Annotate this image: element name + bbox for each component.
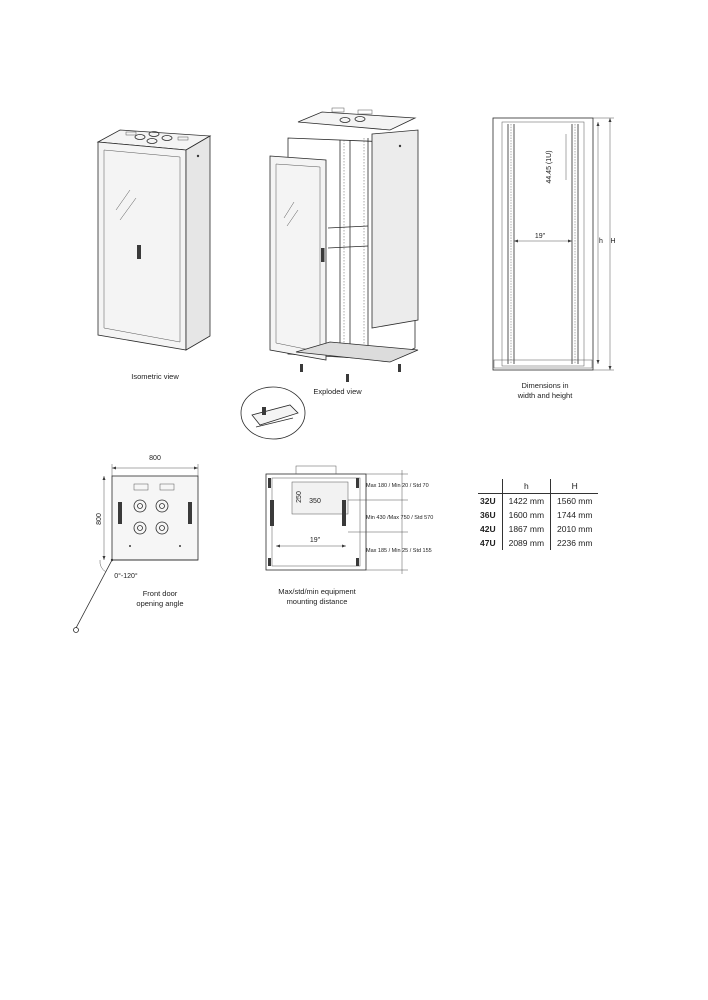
table-cell-h: 1600 mm bbox=[502, 508, 550, 522]
plan-depth-label: 800 bbox=[96, 513, 103, 525]
mounting-dim-19: 19" bbox=[309, 537, 321, 544]
exploded-view-drawing bbox=[240, 98, 440, 388]
mounting-caption-line2: mounting distance bbox=[286, 597, 348, 606]
front-door-caption-line1: Front door bbox=[142, 589, 178, 598]
mounting-caption-line1: Max/std/min equipment bbox=[278, 587, 356, 596]
table-cell-size: 36U bbox=[478, 508, 502, 522]
table-row bbox=[478, 494, 598, 509]
table-header-row bbox=[478, 479, 598, 494]
dimensions-caption-line2: width and height bbox=[517, 391, 573, 400]
table-cell-size: 42U bbox=[478, 522, 502, 536]
table-cell-H: 2236 mm bbox=[557, 538, 593, 548]
front-door-caption-line2: opening angle bbox=[136, 599, 184, 608]
mounting-dim-350: 350 bbox=[309, 498, 321, 505]
plan-view-drawing bbox=[70, 462, 220, 637]
rack-dimensions-table bbox=[478, 479, 598, 550]
table-header-H: H bbox=[551, 479, 599, 494]
exploded-view-caption: Exploded view bbox=[313, 387, 362, 396]
table-cell-H: 1744 mm bbox=[557, 510, 593, 520]
table-cell-size: 47U bbox=[478, 536, 502, 550]
elevation-H-label: H bbox=[610, 238, 616, 245]
table-row bbox=[478, 522, 598, 536]
mounting-top-label: Max 180 / Min 20 / Std 70 bbox=[366, 483, 429, 489]
table-header-size bbox=[478, 479, 502, 494]
plan-width-label: 800 bbox=[149, 455, 161, 462]
plan-angle-label: 0°-120° bbox=[114, 573, 138, 580]
isometric-view-caption: Isometric view bbox=[131, 372, 179, 381]
mounting-middle-label: Min 430 /Max 750 / Std 570 bbox=[366, 515, 434, 521]
table-cell-size: 32U bbox=[478, 494, 502, 509]
table-row bbox=[478, 536, 598, 550]
elevation-h-label: h bbox=[599, 238, 603, 245]
table-cell-h: 1867 mm bbox=[502, 522, 550, 536]
dimensions-caption-line1: Dimensions in bbox=[521, 381, 569, 390]
elevation-pitch-label: 44.45 (1U) bbox=[546, 150, 553, 184]
mounting-dim-250: 250 bbox=[296, 491, 303, 503]
table-cell-H: 2010 mm bbox=[557, 524, 593, 534]
isometric-view-drawing bbox=[90, 120, 220, 365]
table-header-h: h bbox=[502, 479, 550, 494]
table-cell-h: 2089 mm bbox=[502, 536, 550, 550]
elevation-width-label: 19" bbox=[534, 233, 546, 240]
table-cell-H: 1560 mm bbox=[557, 496, 593, 506]
table-cell-h: 1422 mm bbox=[502, 494, 550, 509]
mounting-bottom-label: Max 185 / Min 25 / Std 155 bbox=[366, 548, 432, 554]
table-row bbox=[478, 508, 598, 522]
hinge-detail-drawing bbox=[238, 385, 308, 441]
